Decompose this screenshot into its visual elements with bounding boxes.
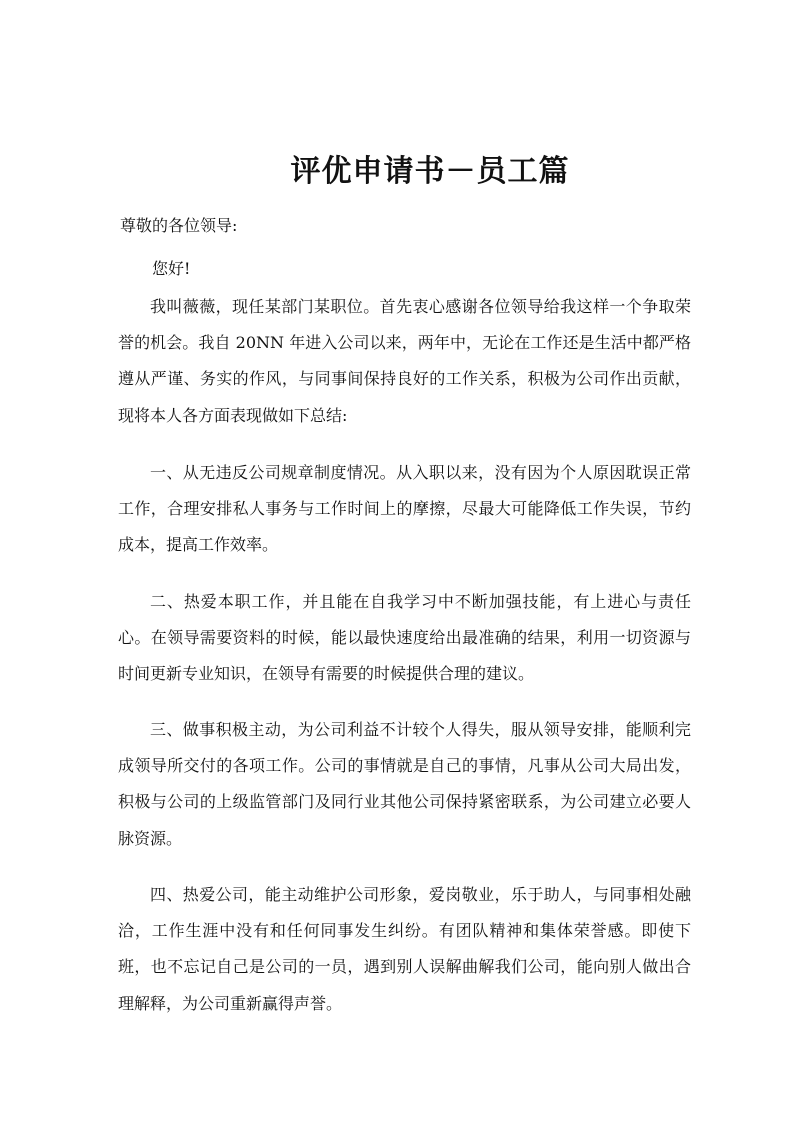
document-title: 评优申请书－员工篇 (290, 154, 570, 189)
paragraph-point-one: 一、从无违反公司规章制度情况。从入职以来，没有因为个人原因耽误正常工作，合理安排私人事务与工作时间上的摩擦，尽最大可能降低工作失误，节约成本，提高工作效率。 (118, 463, 691, 555)
salutation: 尊敬的各位领导: (120, 216, 238, 235)
greeting: 您好! (152, 259, 191, 278)
paragraph-intro: 我叫薇薇，现任某部门某职位。首先衷心感谢各位领导给我这样一个争取荣誉的机会。我自 20NN 年进入公司以来，两年中，无论在工作还是生活中都严格遵从严谨、务实的作风，与同事间保持良好的工作关系，积极为公司作出贡献，现将本人各方面表现做如下总结: (118, 297, 691, 425)
paragraph-point-four: 四、热爱公司，能主动维护公司形象，爱岗敬业，乐于助人，与同事相处融洽，工作生涯中没有和任何同事发生纠纷。有团队精神和集体荣誉感。即使下班，也不忘记自己是公司的一员，遇到别人误解曲解我们公司，能向别人做出合理解释，为公司重新赢得声誉。 (118, 885, 691, 1013)
paragraph-point-three: 三、做事积极主动，为公司利益不计较个人得失，服从领导安排，能顺利完成领导所交付的各项工作。公司的事情就是自己的事情，凡事从公司大局出发，积极与公司的上级监管部门及同行业其他公司保持紧密联系，为公司建立必要人脉资源。 (118, 720, 691, 848)
paragraph-point-two: 二、热爱本职工作，并且能在自我学习中不断加强技能，有上进心与责任心。在领导需要资料的时候，能以最快速度给出最准确的结果，利用一切资源与时间更新专业知识，在领导有需要的时候提供合理的建议。 (118, 592, 691, 684)
